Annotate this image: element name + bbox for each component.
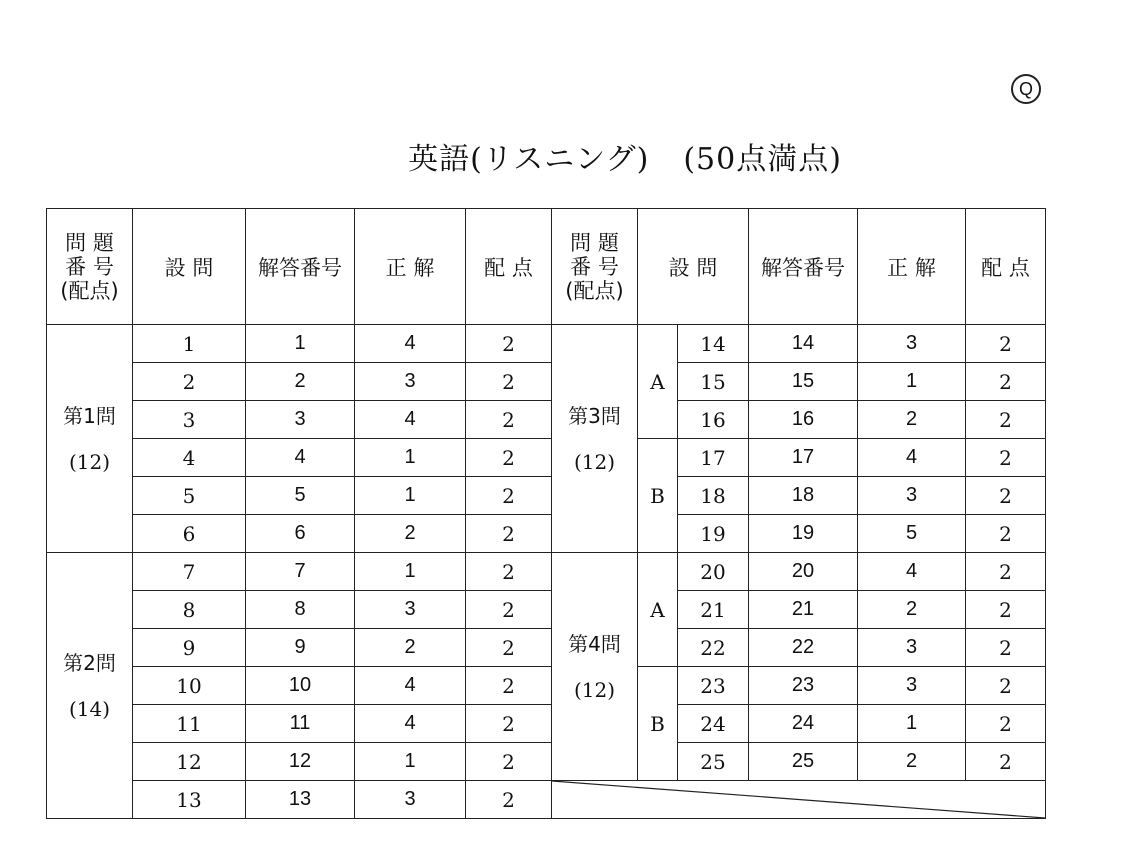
- header-score-right: 配 点: [966, 209, 1046, 325]
- score-cell: 2: [466, 401, 552, 439]
- score-cell: 2: [466, 477, 552, 515]
- score-cell: 2: [966, 477, 1046, 515]
- answer-number-cell: 16: [749, 401, 858, 439]
- answer-key-table: [46, 208, 1046, 819]
- question-cell: 16: [678, 401, 749, 439]
- question-cell: 4: [133, 439, 246, 477]
- question-cell: 15: [678, 363, 749, 401]
- group-2-cell: 第2問 (14): [47, 553, 133, 819]
- group-3-cell: 第3問 (12): [552, 325, 638, 553]
- table-row: [47, 553, 1046, 591]
- question-cell: 20: [678, 553, 749, 591]
- score-cell: 2: [466, 591, 552, 629]
- score-cell: 2: [966, 401, 1046, 439]
- question-cell: 6: [133, 515, 246, 553]
- question-cell: 8: [133, 591, 246, 629]
- score-cell: 2: [966, 705, 1046, 743]
- score-cell: 2: [966, 439, 1046, 477]
- header-row: [47, 209, 1046, 325]
- correct-answer-cell: 3: [858, 667, 966, 705]
- correct-answer-cell: 2: [355, 629, 466, 667]
- correct-answer-cell: 1: [858, 363, 966, 401]
- score-cell: 2: [466, 705, 552, 743]
- correct-answer-cell: 2: [858, 591, 966, 629]
- score-cell: 2: [466, 553, 552, 591]
- header-problem-number: 問 題 番 号 (配点): [47, 209, 133, 325]
- question-cell: 19: [678, 515, 749, 553]
- question-cell: 17: [678, 439, 749, 477]
- score-cell: 2: [466, 743, 552, 781]
- correct-answer-cell: 3: [858, 477, 966, 515]
- score-cell: 2: [466, 439, 552, 477]
- table-row: [47, 477, 1046, 515]
- correct-answer-cell: 1: [355, 743, 466, 781]
- answer-number-cell: 18: [749, 477, 858, 515]
- score-cell: 2: [966, 363, 1046, 401]
- subpart-label: A: [638, 325, 678, 439]
- correct-answer-cell: 4: [355, 705, 466, 743]
- answer-number-cell: 13: [246, 781, 355, 819]
- table-row: [47, 363, 1046, 401]
- answer-number-cell: 25: [749, 743, 858, 781]
- header-answer-number: 解答番号: [246, 209, 355, 325]
- answer-number-cell: 11: [246, 705, 355, 743]
- correct-answer-cell: 4: [858, 553, 966, 591]
- question-cell: 24: [678, 705, 749, 743]
- score-cell: 2: [966, 667, 1046, 705]
- correct-answer-cell: 1: [355, 439, 466, 477]
- correct-answer-cell: 1: [355, 553, 466, 591]
- page-mark-icon: Q: [1011, 74, 1041, 104]
- score-cell: 2: [466, 515, 552, 553]
- answer-number-cell: 5: [246, 477, 355, 515]
- header-score: 配 点: [466, 209, 552, 325]
- correct-answer-cell: 4: [355, 325, 466, 363]
- score-cell: 2: [966, 515, 1046, 553]
- answer-number-cell: 20: [749, 553, 858, 591]
- score-cell: 2: [966, 553, 1046, 591]
- correct-answer-cell: 5: [858, 515, 966, 553]
- answer-number-cell: 22: [749, 629, 858, 667]
- answer-number-cell: 6: [246, 515, 355, 553]
- score-cell: 2: [466, 781, 552, 819]
- table-row: [47, 325, 1046, 363]
- table-row: [47, 629, 1046, 667]
- correct-answer-cell: 4: [355, 401, 466, 439]
- diagonal-slash-icon: [552, 781, 1045, 818]
- score-cell: 2: [966, 591, 1046, 629]
- question-cell: 10: [133, 667, 246, 705]
- answer-number-cell: 12: [246, 743, 355, 781]
- answer-number-cell: 7: [246, 553, 355, 591]
- answer-number-cell: 9: [246, 629, 355, 667]
- question-cell: 9: [133, 629, 246, 667]
- score-cell: 2: [966, 325, 1046, 363]
- header-question-right: 設 問: [638, 209, 749, 325]
- table-row: [47, 667, 1046, 705]
- correct-answer-cell: 3: [355, 781, 466, 819]
- header-answer-number-right: 解答番号: [749, 209, 858, 325]
- answer-number-cell: 21: [749, 591, 858, 629]
- correct-answer-cell: 3: [355, 363, 466, 401]
- question-cell: 1: [133, 325, 246, 363]
- page-title: [300, 134, 950, 178]
- score-cell: 2: [466, 363, 552, 401]
- table-row: [47, 781, 1046, 819]
- score-cell: 2: [466, 629, 552, 667]
- table-row: [47, 591, 1046, 629]
- question-cell: 18: [678, 477, 749, 515]
- answer-number-cell: 15: [749, 363, 858, 401]
- question-cell: 5: [133, 477, 246, 515]
- correct-answer-cell: 4: [355, 667, 466, 705]
- subpart-label: B: [638, 667, 678, 781]
- header-correct: 正 解: [355, 209, 466, 325]
- correct-answer-cell: 2: [858, 401, 966, 439]
- full-score: (50点満点): [683, 142, 842, 177]
- answer-number-cell: 10: [246, 667, 355, 705]
- table-row: [47, 401, 1046, 439]
- group-4-cell: 第4問 (12): [552, 553, 638, 781]
- empty-slash-cell: [552, 781, 1046, 819]
- correct-answer-cell: 3: [355, 591, 466, 629]
- table-row: [47, 439, 1046, 477]
- table-row: [47, 515, 1046, 553]
- table-row: [47, 743, 1046, 781]
- correct-answer-cell: 3: [858, 629, 966, 667]
- answer-number-cell: 19: [749, 515, 858, 553]
- answer-number-cell: 2: [246, 363, 355, 401]
- question-cell: 12: [133, 743, 246, 781]
- score-cell: 2: [466, 667, 552, 705]
- answer-number-cell: 17: [749, 439, 858, 477]
- header-problem-number-right: 問 題 番 号 (配点): [552, 209, 638, 325]
- answer-number-cell: 3: [246, 401, 355, 439]
- correct-answer-cell: 1: [355, 477, 466, 515]
- answer-number-cell: 24: [749, 705, 858, 743]
- subpart-label: B: [638, 439, 678, 553]
- question-cell: 7: [133, 553, 246, 591]
- table-row: [47, 705, 1046, 743]
- correct-answer-cell: 3: [858, 325, 966, 363]
- group-1-cell: 第1問 (12): [47, 325, 133, 553]
- header-question: 設 問: [133, 209, 246, 325]
- correct-answer-cell: 2: [858, 743, 966, 781]
- correct-answer-cell: 1: [858, 705, 966, 743]
- question-cell: 13: [133, 781, 246, 819]
- subpart-label: A: [638, 553, 678, 667]
- question-cell: 25: [678, 743, 749, 781]
- question-cell: 22: [678, 629, 749, 667]
- question-cell: 21: [678, 591, 749, 629]
- score-cell: 2: [966, 629, 1046, 667]
- answer-number-cell: 1: [246, 325, 355, 363]
- score-cell: 2: [966, 743, 1046, 781]
- question-cell: 2: [133, 363, 246, 401]
- answer-number-cell: 23: [749, 667, 858, 705]
- question-cell: 23: [678, 667, 749, 705]
- correct-answer-cell: 4: [858, 439, 966, 477]
- question-cell: 11: [133, 705, 246, 743]
- question-cell: 3: [133, 401, 246, 439]
- correct-answer-cell: 2: [355, 515, 466, 553]
- score-cell: 2: [466, 325, 552, 363]
- answer-number-cell: 4: [246, 439, 355, 477]
- answer-number-cell: 8: [246, 591, 355, 629]
- header-correct-right: 正 解: [858, 209, 966, 325]
- answer-number-cell: 14: [749, 325, 858, 363]
- question-cell: 14: [678, 325, 749, 363]
- subject-title: 英語(リスニング): [408, 142, 650, 177]
